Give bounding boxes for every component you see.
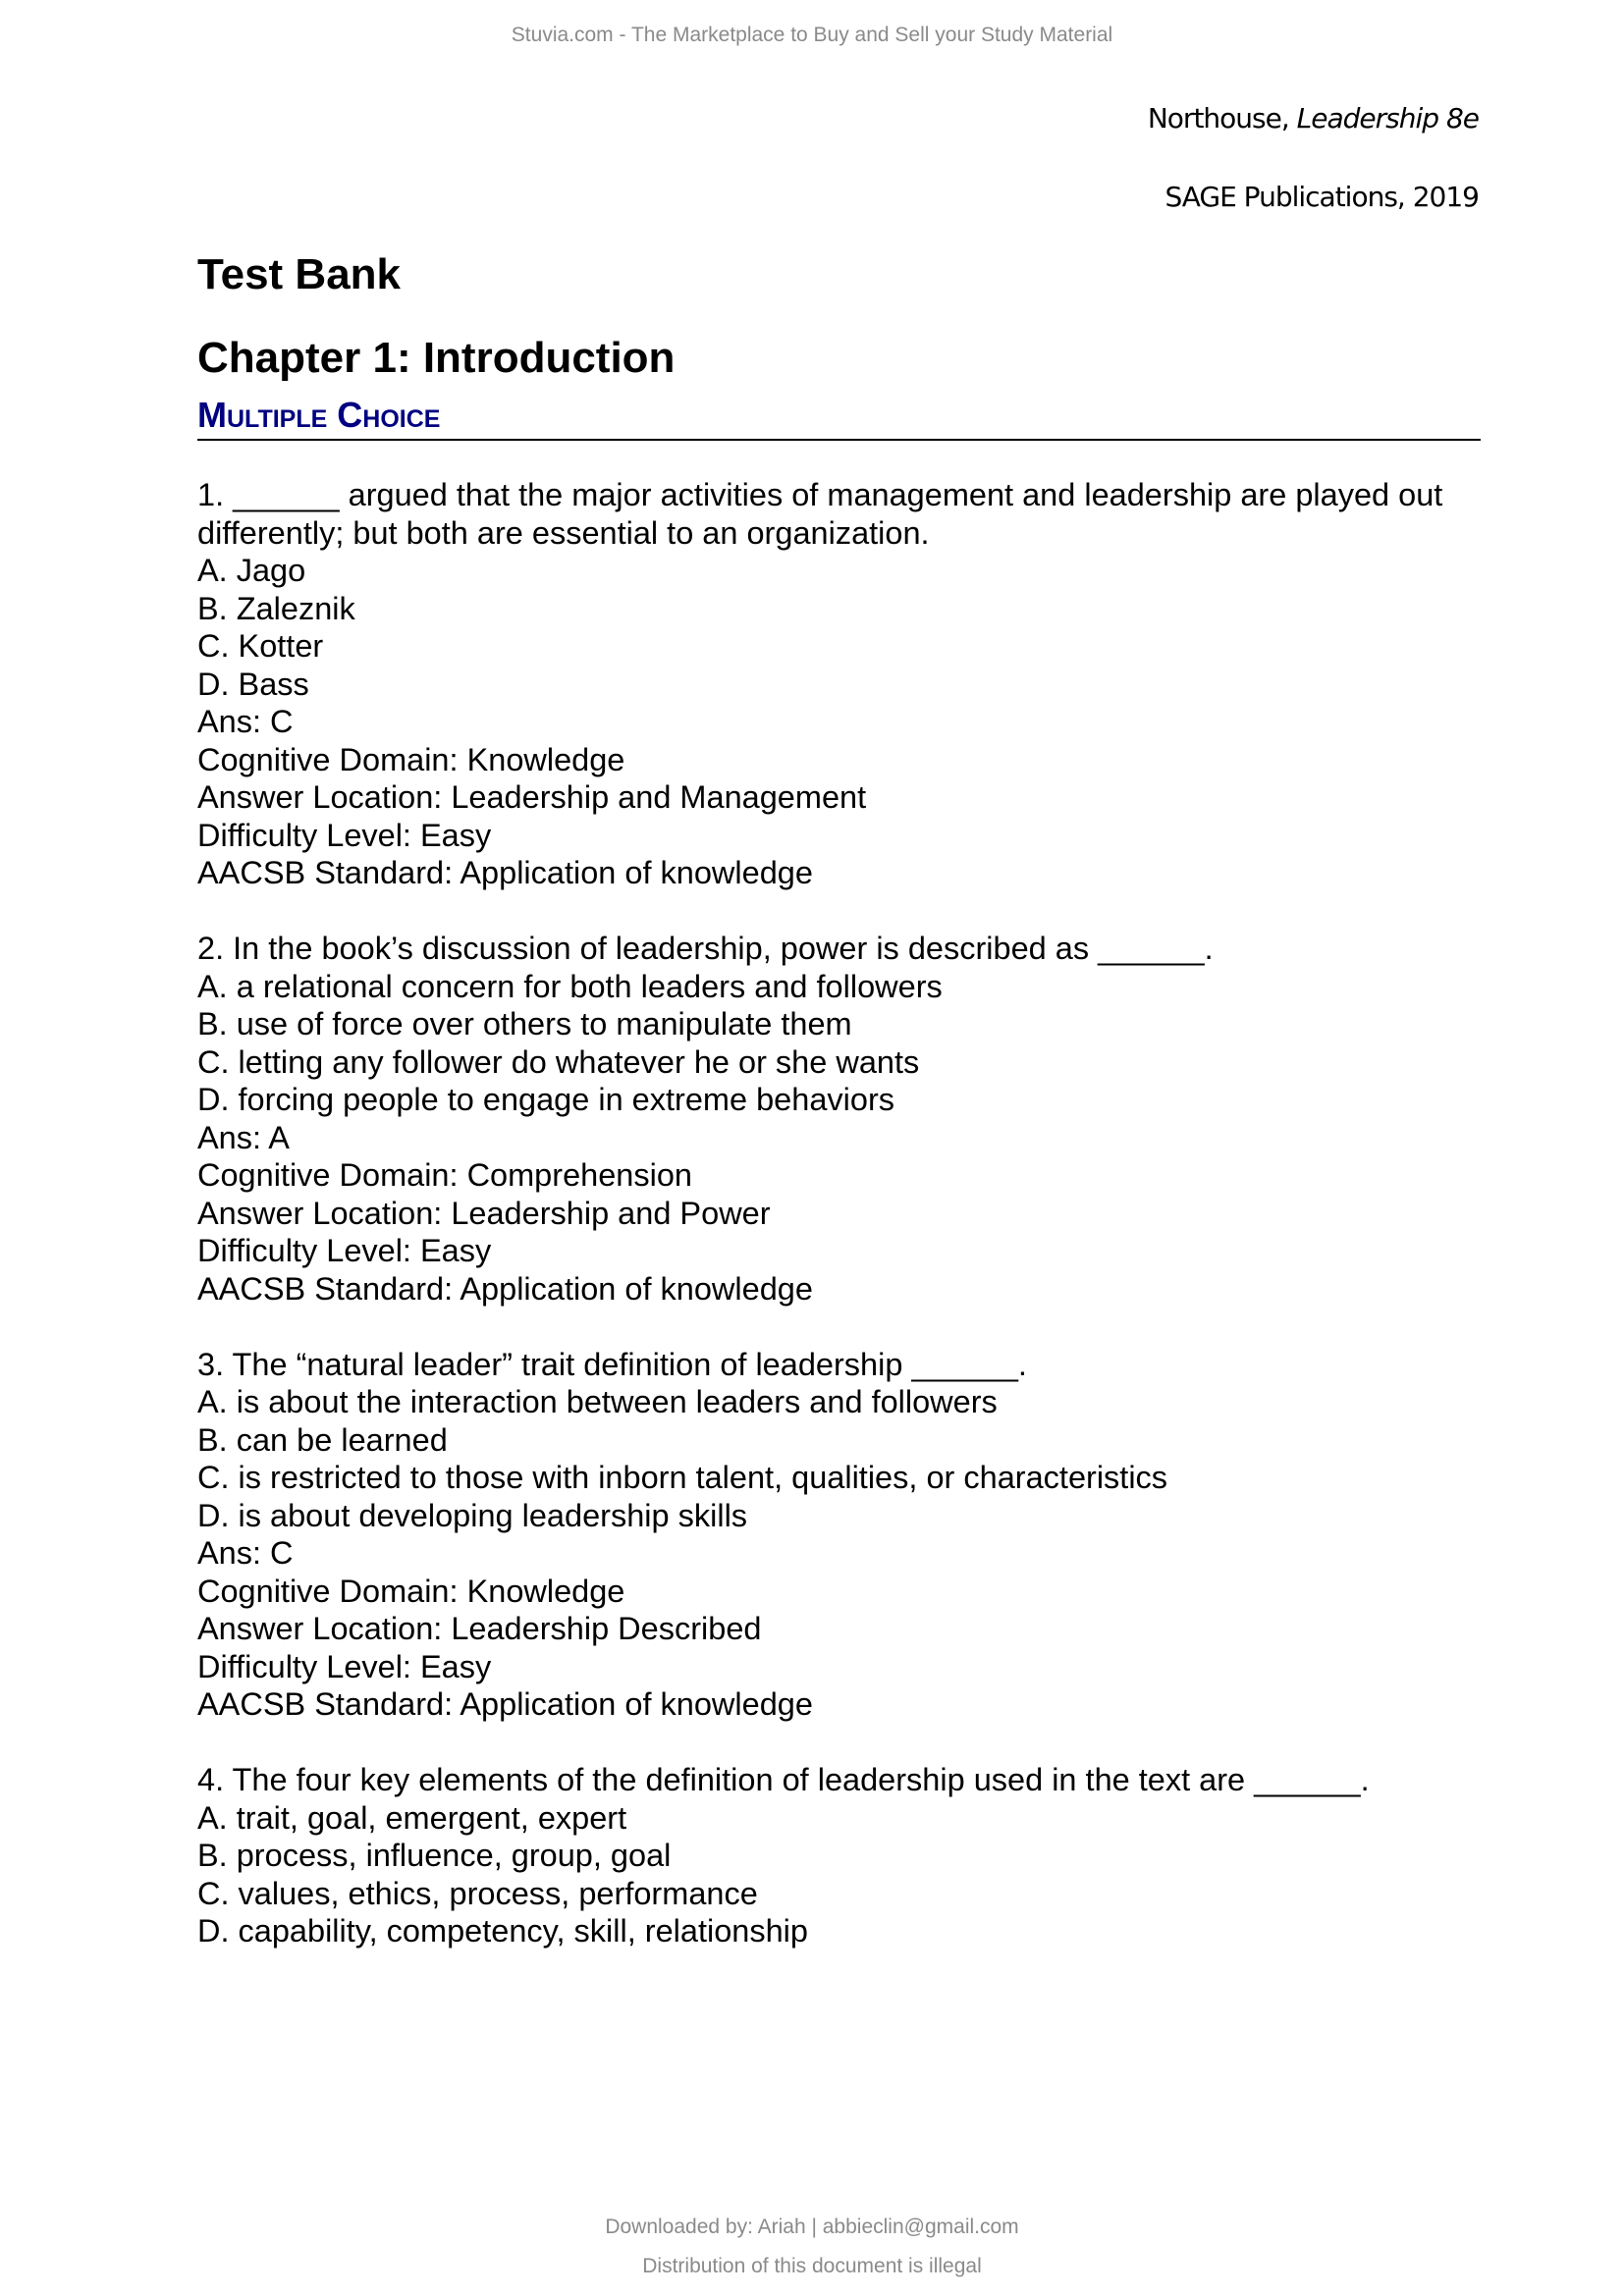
watermark-header: Stuvia.com - The Marketplace to Buy and Sell your Study Material <box>511 24 1113 46</box>
cognitive-domain: Cognitive Domain: Knowledge <box>197 741 625 777</box>
option: A. Jago <box>197 553 306 588</box>
download-notice: Downloaded by: Ariah | abbieclin@gmail.com <box>605 2216 1019 2238</box>
question-stem: 1. ______ argued that the major activities of management and leadership are played out differently; but both are essential to an organization. <box>197 477 1452 551</box>
option: C. is restricted to those with inborn talent, qualities, or characteristics <box>197 1460 1168 1495</box>
option: D. forcing people to engage in extreme behaviors <box>197 1082 895 1117</box>
aacsb-standard: AACSB Standard: Application of knowledge <box>197 1270 813 1307</box>
question-2 <box>197 930 1484 1308</box>
option: D. is about developing leadership skills <box>197 1497 748 1533</box>
question-4 <box>197 1761 1484 1950</box>
author-line <box>1148 102 1479 134</box>
book-title: Leadership 8e <box>1296 102 1479 134</box>
publisher-line: SAGE Publications, 2019 <box>1164 181 1479 213</box>
option: D. capability, competency, skill, relationship <box>197 1913 808 1949</box>
document-title: Test Bank <box>197 250 402 298</box>
answer: Ans: C <box>197 1535 294 1571</box>
question-list <box>197 476 1484 1988</box>
option: C. letting any follower do whatever he or she wants <box>197 1043 920 1080</box>
option: A. a relational concern for both leaders and followers <box>197 968 943 1004</box>
question-stem: 4. The four key elements of the definition of leadership used in the text are ______. <box>197 1762 1370 1797</box>
difficulty-level: Difficulty Level: Easy <box>197 817 492 853</box>
option: C. Kotter <box>197 628 324 664</box>
answer: Ans: C <box>197 704 294 739</box>
difficulty-level: Difficulty Level: Easy <box>197 1648 492 1684</box>
chapter-title: Chapter 1: Introduction <box>197 334 676 382</box>
question-1 <box>197 476 1484 892</box>
option: B. process, influence, group, goal <box>197 1838 672 1873</box>
answer-location: Answer Location: Leadership and Power <box>197 1195 771 1231</box>
aacsb-standard: AACSB Standard: Application of knowledge <box>197 855 813 890</box>
divider <box>197 439 1481 441</box>
author: Northouse, <box>1147 102 1297 134</box>
question-stem: 2. In the book’s discussion of leadership, power is described as ______. <box>197 931 1214 966</box>
difficulty-level: Difficulty Level: Easy <box>197 1233 492 1268</box>
option: A. is about the interaction between leaders and followers <box>197 1384 998 1419</box>
option: B. can be learned <box>197 1421 448 1458</box>
answer-location: Answer Location: Leadership Described <box>197 1611 762 1646</box>
option: C. values, ethics, process, performance <box>197 1875 758 1911</box>
question-stem: 3. The “natural leader” trait definition of leadership ______. <box>197 1346 1027 1382</box>
aacsb-standard: AACSB Standard: Application of knowledge <box>197 1686 813 1722</box>
answer-location: Answer Location: Leadership and Management <box>197 779 867 815</box>
question-3 <box>197 1346 1484 1724</box>
option: B. use of force over others to manipulate them <box>197 1006 852 1041</box>
distribution-notice: Distribution of this document is illegal <box>642 2255 982 2277</box>
section-heading: Multiple Choice <box>197 395 441 435</box>
option: D. Bass <box>197 666 309 702</box>
option: A. trait, goal, emergent, expert <box>197 1799 627 1836</box>
cognitive-domain: Cognitive Domain: Knowledge <box>197 1573 625 1609</box>
option: B. Zaleznik <box>197 590 355 626</box>
answer: Ans: A <box>197 1119 290 1155</box>
cognitive-domain: Cognitive Domain: Comprehension <box>197 1157 693 1193</box>
